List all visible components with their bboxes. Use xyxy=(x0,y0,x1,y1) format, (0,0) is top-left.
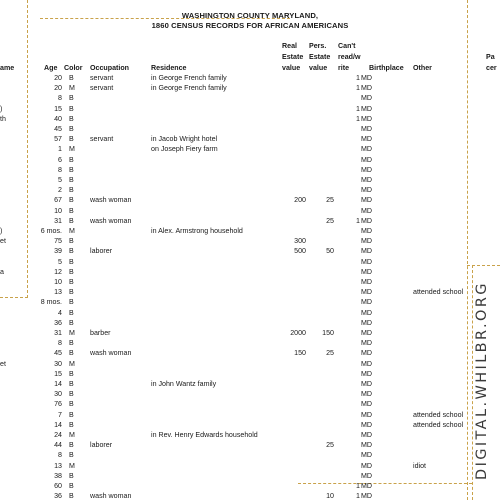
cell-age: 14 xyxy=(54,380,62,388)
cell-age: 60 xyxy=(54,482,62,490)
cell-birthplace: MD xyxy=(361,94,373,103)
header-personal-estate-3: value xyxy=(309,64,328,72)
cell-age: 44 xyxy=(54,441,62,450)
cell-occupation: wash woman xyxy=(90,196,132,205)
cell-real-estate: 500 xyxy=(294,247,306,256)
cell-color: B xyxy=(69,298,74,307)
header-page-2: cer xyxy=(486,64,497,72)
cell-age: 45 xyxy=(54,125,62,133)
cell-color: B xyxy=(69,349,74,358)
cell-birthplace: MD xyxy=(361,461,373,470)
cell-name: et xyxy=(0,359,6,368)
cell-birthplace: MD xyxy=(361,390,373,399)
cell-cant-read-write: 1 xyxy=(356,492,360,501)
cell-name: ) xyxy=(0,227,3,235)
cell-age: 15 xyxy=(54,369,62,378)
cell-color: B xyxy=(69,114,74,123)
cell-name: a xyxy=(0,267,4,276)
cell-age: 45 xyxy=(54,349,62,358)
cell-color: B xyxy=(69,410,74,419)
cell-color: M xyxy=(69,227,75,235)
cell-age: 15 xyxy=(54,104,62,113)
cell-residence: in John Wantz family xyxy=(151,380,217,388)
cell-birthplace: MD xyxy=(361,267,373,276)
cell-color: B xyxy=(69,206,74,215)
header-real-estate-1: Real xyxy=(282,42,297,50)
cell-birthplace: MD xyxy=(361,482,373,490)
cell-occupation: wash woman xyxy=(90,492,132,501)
cell-age: 30 xyxy=(54,390,62,399)
cell-age: 7 xyxy=(58,410,62,419)
cell-occupation: servant xyxy=(90,74,114,82)
header-personal-estate-2: Estate xyxy=(309,53,331,61)
cell-birthplace: MD xyxy=(361,288,373,297)
cell-age: 67 xyxy=(54,196,62,205)
cell-age: 6 xyxy=(58,155,62,164)
cell-color: B xyxy=(69,186,74,195)
cell-age: 31 xyxy=(54,329,62,337)
cell-occupation: barber xyxy=(90,329,111,337)
cell-personal-estate: 25 xyxy=(326,349,334,358)
cell-color: B xyxy=(69,482,74,490)
cell-age: 24 xyxy=(54,431,62,439)
cell-color: B xyxy=(69,155,74,164)
cell-occupation: servant xyxy=(90,135,114,144)
cell-color: B xyxy=(69,74,74,82)
cell-age: 30 xyxy=(54,359,62,368)
cell-occupation: laborer xyxy=(90,441,113,450)
header-residence: Residence xyxy=(151,64,187,72)
cell-color: B xyxy=(69,125,74,133)
cell-age: 8 xyxy=(58,165,62,174)
cell-color: B xyxy=(69,390,74,399)
cell-occupation: wash woman xyxy=(90,216,132,225)
cell-age: 2 xyxy=(58,186,62,195)
cell-birthplace: MD xyxy=(361,420,373,429)
cell-birthplace: MD xyxy=(361,308,373,317)
cell-birthplace: MD xyxy=(361,196,373,205)
cell-color: B xyxy=(69,94,74,103)
cell-color: B xyxy=(69,257,74,266)
cell-birthplace: MD xyxy=(361,359,373,368)
crop-guide-right-inner xyxy=(472,265,473,500)
cell-age: 38 xyxy=(54,471,62,480)
crop-guide-left-bottom xyxy=(0,297,28,298)
cell-birthplace: MD xyxy=(361,471,373,480)
cell-age: 10 xyxy=(54,278,62,286)
cell-age: 20 xyxy=(54,74,62,82)
cell-real-estate: 200 xyxy=(294,196,306,205)
cell-color: M xyxy=(69,84,75,93)
cell-real-estate: 2000 xyxy=(290,329,306,337)
cell-color: M xyxy=(69,145,75,154)
cell-age: 40 xyxy=(54,114,62,123)
cell-birthplace: MD xyxy=(361,176,373,184)
cell-color: B xyxy=(69,451,74,460)
cell-other: attended school xyxy=(413,410,464,419)
cell-birthplace: MD xyxy=(361,298,373,307)
cell-age: 12 xyxy=(54,267,62,276)
header-birthplace: Birthplace xyxy=(369,64,404,72)
cell-birthplace: MD xyxy=(361,206,373,215)
cell-personal-estate: 25 xyxy=(326,441,334,450)
cell-birthplace: MD xyxy=(361,237,373,246)
header-age: Age xyxy=(44,64,58,72)
cell-personal-estate: 150 xyxy=(322,329,334,337)
header-page-1: Pa xyxy=(486,53,495,61)
cell-other: idiot xyxy=(413,461,427,470)
cell-color: B xyxy=(69,176,74,184)
cell-color: B xyxy=(69,420,74,429)
cell-cant-read-write: 1 xyxy=(356,482,360,490)
cell-color: B xyxy=(69,441,74,450)
cell-cant-read-write: 1 xyxy=(356,104,360,113)
cell-birthplace: MD xyxy=(361,318,373,327)
cell-age: 10 xyxy=(54,206,62,215)
cell-birthplace: MD xyxy=(361,186,373,195)
cell-age: 20 xyxy=(54,84,62,93)
cell-color: B xyxy=(69,380,74,388)
cell-age: 6 mos. xyxy=(40,227,62,235)
watermark: DIGITAL.WHILBR.ORG xyxy=(474,281,490,480)
cell-residence: in George French family xyxy=(151,74,227,82)
cell-birthplace: MD xyxy=(361,125,373,133)
cell-color: B xyxy=(69,267,74,276)
cell-real-estate: 150 xyxy=(294,349,306,358)
cell-birthplace: MD xyxy=(361,135,373,144)
cell-age: 31 xyxy=(54,216,62,225)
cell-color: B xyxy=(69,400,74,409)
cell-color: B xyxy=(69,308,74,317)
header-name: ame xyxy=(0,64,15,72)
cell-personal-estate: 10 xyxy=(326,492,334,501)
cell-age: 36 xyxy=(54,318,62,327)
header-occupation: Occupation xyxy=(90,64,130,72)
cell-other: attended school xyxy=(413,288,464,297)
cell-birthplace: MD xyxy=(361,400,373,409)
cell-age: 4 xyxy=(58,308,62,317)
header-color: Color xyxy=(64,64,83,72)
cell-color: B xyxy=(69,471,74,480)
cell-birthplace: MD xyxy=(361,441,373,450)
cell-age: 39 xyxy=(54,247,62,256)
cell-age: 76 xyxy=(54,400,62,409)
cell-color: B xyxy=(69,165,74,174)
crop-guide-right xyxy=(467,0,468,500)
cell-age: 8 xyxy=(58,339,62,348)
cell-age: 13 xyxy=(54,288,62,297)
cell-age: 14 xyxy=(54,420,62,429)
cell-residence: in Alex. Armstrong household xyxy=(151,227,243,235)
header-real-estate-2: Estate xyxy=(282,53,304,61)
cell-personal-estate: 25 xyxy=(326,196,334,205)
document-title-line2: 1860 CENSUS RECORDS FOR AFRICAN AMERICANS xyxy=(151,21,349,30)
cell-color: M xyxy=(69,329,75,337)
cell-birthplace: MD xyxy=(361,145,373,154)
cell-birthplace: MD xyxy=(361,329,373,337)
cell-personal-estate: 25 xyxy=(326,216,334,225)
cell-name: et xyxy=(0,237,6,246)
cell-color: B xyxy=(69,247,74,256)
cell-birthplace: MD xyxy=(361,165,373,174)
cell-birthplace: MD xyxy=(361,339,373,348)
cell-cant-read-write: 1 xyxy=(356,84,360,93)
cell-residence: in Jacob Wright hotel xyxy=(151,135,218,144)
cell-color: B xyxy=(69,104,74,113)
header-personal-estate-1: Pers. xyxy=(309,42,327,50)
cell-color: B xyxy=(69,237,74,246)
cell-cant-read-write: 1 xyxy=(356,74,360,82)
header-cant-read-write-3: rite xyxy=(338,64,350,72)
cell-color: M xyxy=(69,461,75,470)
cell-color: B xyxy=(69,278,74,286)
cell-birthplace: MD xyxy=(361,278,373,286)
cell-birthplace: MD xyxy=(361,257,373,266)
cell-birthplace: MD xyxy=(361,84,373,93)
cell-occupation: servant xyxy=(90,84,114,93)
cell-birthplace: MD xyxy=(361,104,373,113)
cell-color: B xyxy=(69,135,74,144)
cell-birthplace: MD xyxy=(361,227,373,235)
cell-age: 5 xyxy=(58,176,62,184)
cell-color: B xyxy=(69,196,74,205)
document-title-line1: WASHINGTON COUNTY MARYLAND, xyxy=(181,11,319,20)
cell-age: 36 xyxy=(54,492,62,501)
cell-birthplace: MD xyxy=(361,451,373,460)
cell-birthplace: MD xyxy=(361,380,373,388)
cell-color: B xyxy=(69,339,74,348)
header-cant-read-write-2: read/w xyxy=(338,53,361,61)
cell-residence: on Joseph Fiery farm xyxy=(151,145,218,154)
cell-age: 5 xyxy=(58,257,62,266)
cell-birthplace: MD xyxy=(361,114,373,123)
cell-color: B xyxy=(69,216,74,225)
cell-birthplace: MD xyxy=(361,410,373,419)
crop-guide-bottom xyxy=(298,483,472,484)
cell-birthplace: MD xyxy=(361,369,373,378)
header-real-estate-3: value xyxy=(282,64,301,72)
cell-color: B xyxy=(69,369,74,378)
cell-cant-read-write: 1 xyxy=(356,114,360,123)
cell-name: th xyxy=(0,114,6,123)
cell-birthplace: MD xyxy=(361,431,373,439)
cell-other: attended school xyxy=(413,420,464,429)
cell-cant-read-write: 1 xyxy=(356,216,360,225)
cell-personal-estate: 50 xyxy=(326,247,334,256)
cell-occupation: laborer xyxy=(90,247,113,256)
cell-real-estate: 300 xyxy=(294,237,306,246)
cell-occupation: wash woman xyxy=(90,349,132,358)
cell-age: 13 xyxy=(54,461,62,470)
cell-name: ) xyxy=(0,104,3,113)
cell-age: 57 xyxy=(54,135,62,144)
cell-age: 8 xyxy=(58,94,62,103)
cell-age: 1 xyxy=(58,145,62,154)
cell-birthplace: MD xyxy=(361,74,373,82)
cell-color: M xyxy=(69,431,75,439)
cell-color: B xyxy=(69,492,74,501)
cell-age: 8 mos. xyxy=(40,298,62,307)
cell-color: B xyxy=(69,318,74,327)
cell-color: M xyxy=(69,359,75,368)
header-other: Other xyxy=(413,64,432,72)
cell-birthplace: MD xyxy=(361,216,373,225)
header-cant-read-write-1: Can't xyxy=(338,42,356,50)
cell-residence: in George French family xyxy=(151,84,227,93)
cell-age: 75 xyxy=(54,237,62,246)
cell-residence: in Rev. Henry Edwards household xyxy=(151,431,258,439)
cell-birthplace: MD xyxy=(361,155,373,164)
cell-color: B xyxy=(69,288,74,297)
cell-birthplace: MD xyxy=(361,247,373,256)
cell-age: 8 xyxy=(58,451,62,460)
cell-birthplace: MD xyxy=(361,349,373,358)
cell-birthplace: MD xyxy=(361,492,373,501)
